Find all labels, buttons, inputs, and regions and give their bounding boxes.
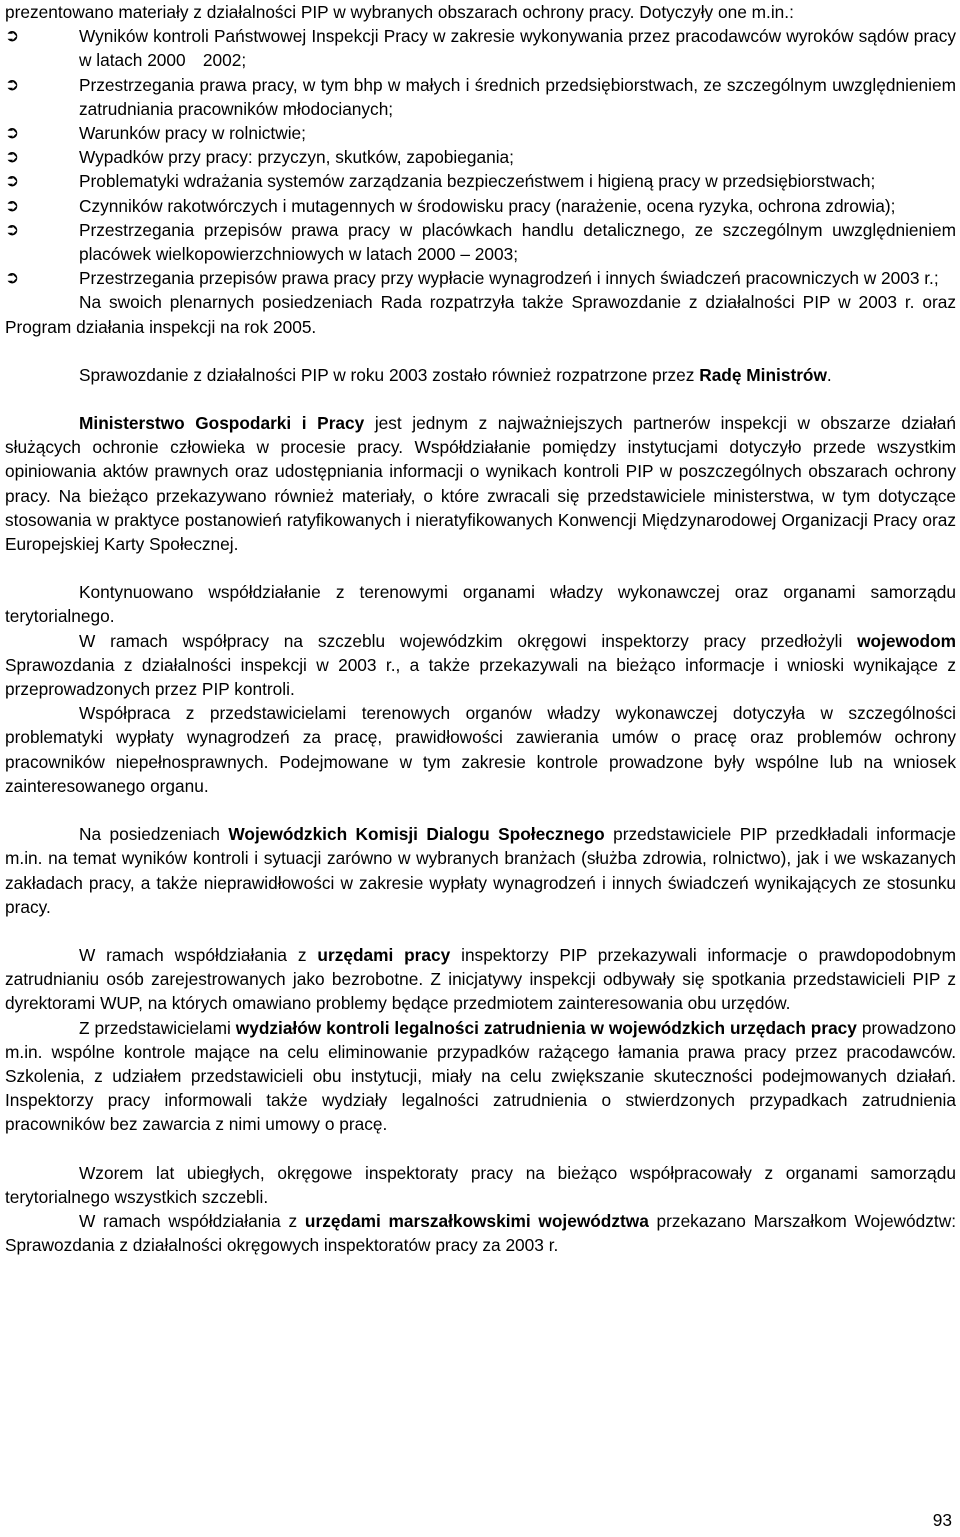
ministry-text: jest jednym z najważniejszych partnerów inspekcji w obszarze działań służących ochronie człowieka w procesie pracy. Współdziałanie pomiędzy instytucjami dotyczyło przede wszystkim opiniowania aktów prawnych oraz udostępniania informacji o wynikach kontroli PIP w poszczególnych obszarach ochrony pracy. Na bieżąco przekazywano również materiały, o które zwracali się przedstawiciele ministerstwa, w tym dotyczące stosowania w praktyce postanowień ratyfikowanych i nieratyfikowanych Konwencji Międzynarodowej Organizacji Pracy oraz Europejskiej Karty Społecznej. bbox=[5, 413, 956, 555]
plenary-paragraph: Na swoich plenarnych posiedzeniach Rada rozpatrzyła także Sprawozdanie z działalności PIP w 2003 r. oraz Program działania inspekcji na rok 2005. bbox=[5, 292, 956, 337]
arrow-bullet-icon: ➲ bbox=[5, 268, 20, 288]
spacer bbox=[5, 387, 956, 411]
arrow-bullet-icon: ➲ bbox=[5, 123, 20, 143]
legality-after: prowadzono m.in. wspólne kontrole mające na celu eliminowanie przypadków rażącego łamania prawa pracy przez pracodawców. Szkolenia, z udziałem przedstawicieli obu instytucji, miały na celu zwiększanie skuteczności podejmowanych działań. Inspektorzy pracy informowali także wydziały legalności zatrudnienia o stwierdzonych przypadkach zatrudnienia pracowników bez zawarcia z nimi umowy o pracę. bbox=[5, 1017, 956, 1135]
marshal-bold: urzędami marszałkowskimi województwa bbox=[304, 1210, 649, 1231]
list-item-text: Przestrzegania prawa pracy, w tym bhp w małych i średnich przedsiębiorstwach, ze szczególnym uwzględnieniem zatrudniania pracowników młodocianych; bbox=[79, 74, 956, 119]
arrow-bullet-icon: ➲ bbox=[5, 74, 20, 94]
ministry-bold: Ministerstwo Gospodarki i Pracy bbox=[79, 413, 365, 434]
voivodes-before: W ramach współpracy na szczeblu wojewódzkim okręgowi inspektorzy pracy przedłożyli bbox=[79, 630, 858, 651]
labour-offices-before: W ramach współdziałania z bbox=[79, 944, 318, 965]
list-item-text: Czynników rakotwórczych i mutagennych w środowisku pracy (narażenie, ocena ryzyka, ochrona zdrowia); bbox=[79, 195, 896, 216]
list-item-text: Przestrzegania przepisów prawa pracy przy wypłacie wynagrodzeń i innych świadczeń pracowniczych w 2003 r.; bbox=[79, 268, 939, 289]
commission-paragraph bbox=[5, 822, 956, 919]
list-item-text: Wyników kontroli Państwowej Inspekcji Pracy w zakresie wykonywania przez pracodawców wyroków sądów pracy w latach 2000 2002; bbox=[79, 26, 956, 71]
spacer bbox=[5, 919, 956, 943]
legality-before: Z przedstawicielami bbox=[79, 1017, 236, 1038]
arrow-bullet-icon: ➲ bbox=[5, 171, 20, 191]
council-bold: Radę Ministrów bbox=[699, 364, 827, 385]
spacer bbox=[5, 339, 956, 363]
commission-bold: Wojewódzkich Komisji Dialogu Społecznego bbox=[228, 824, 605, 845]
labour-offices-paragraph bbox=[5, 943, 956, 1016]
list-item bbox=[5, 121, 956, 145]
commission-before: Na posiedzeniach bbox=[79, 824, 229, 845]
ministry-paragraph bbox=[5, 411, 956, 556]
voivodes-bold: wojewodom bbox=[857, 630, 956, 651]
marshal-after: przekazano Marszałkom Województw: Sprawozdania z działalności okręgowych inspektoratów pracy za 2003 r. bbox=[5, 1210, 956, 1256]
arrow-bullet-icon: ➲ bbox=[5, 195, 20, 215]
list-item bbox=[5, 73, 956, 121]
list-item bbox=[5, 169, 956, 193]
page-number: 93 bbox=[932, 1510, 952, 1530]
list-item-text: Wypadków przy pracy: przyczyn, skutków, zapobiegania; bbox=[79, 147, 514, 168]
list-item bbox=[5, 266, 956, 290]
council-end: . bbox=[826, 364, 832, 385]
local-gov-paragraph: Kontynuowano współdziałanie z terenowymi organami władzy wykonawczej oraz organami samorządu terytorialnego. bbox=[5, 582, 956, 627]
document-body bbox=[5, 0, 956, 1257]
spacer bbox=[5, 1137, 956, 1161]
cooperation-paragraph: Współpraca z przedstawicielami terenowych organów władzy wykonawczej dotyczyła w szczególności problematyki wypłaty wynagrodzeń za pracę, prawidłowości zawierania umów o pracę oraz problemów ochrony pracowników niepełnosprawnych. Podejmowane w tym zakresie kontrole prowadzone były wspólne lub na wniosek zainteresowanego organu. bbox=[5, 703, 956, 796]
marshal-before: W ramach współdziałania z bbox=[79, 1210, 305, 1231]
intro-paragraph: prezentowano materiały z działalności PIP w wybranych obszarach ochrony pracy. Dotyczyły one m.in.: bbox=[5, 2, 794, 22]
commission-after: przedstawiciele PIP przedkładali informacje m.in. na temat wyników kontroli i sytuacji zarówno w wybranych branżach (służba zdrowia, rolnictwo), jak i we wskazanych zakładach pracy, a także nieprawidłowości w zakresie wypłaty wynagrodzeń i innych świadczeń wynikających ze stosunku pracy. bbox=[5, 824, 956, 917]
list-item bbox=[5, 218, 956, 266]
council-paragraph bbox=[5, 363, 956, 387]
council-text: Sprawozdanie z działalności PIP w roku 2003 zostało również rozpatrzone przez bbox=[79, 364, 700, 385]
labour-offices-after: inspektorzy PIP przekazywali informacje o prawdopodobnym zatrudnianiu osób zarejestrowanych jako bezrobotne. Z inicjatywy inspekcji odbywały się spotkania przedstawicieli PIP z dyrektorami WUP, na których omawiano problemy będące przedmiotem zainteresowania obu urzędów. bbox=[5, 944, 956, 1014]
spacer bbox=[5, 556, 956, 580]
voivodes-after: Sprawozdania z działalności inspekcji w 2003 r., a także przekazywali na bieżąco informacje i wnioski wynikające z przeprowadzonych przez PIP kontroli. bbox=[5, 654, 956, 700]
list-item bbox=[5, 24, 956, 72]
legality-paragraph bbox=[5, 1016, 956, 1137]
arrow-bullet-icon: ➲ bbox=[5, 219, 20, 239]
marshal-paragraph bbox=[5, 1209, 956, 1257]
bullet-list bbox=[5, 24, 956, 290]
arrow-bullet-icon: ➲ bbox=[5, 26, 20, 46]
arrow-bullet-icon: ➲ bbox=[5, 147, 20, 167]
legality-bold: wydziałów kontroli legalności zatrudnienia w wojewódzkich urzędach pracy bbox=[235, 1017, 857, 1038]
spacer bbox=[5, 798, 956, 822]
list-item bbox=[5, 145, 956, 169]
list-item-text: Warunków pracy w rolnictwie; bbox=[79, 123, 306, 144]
list-item bbox=[5, 194, 956, 218]
model-paragraph: Wzorem lat ubiegłych, okręgowe inspektoraty pracy na bieżąco współpracowały z organami samorządu terytorialnego wszystkich szczebli. bbox=[5, 1162, 956, 1207]
list-item-text: Przestrzegania przepisów prawa pracy w placówkach handlu detalicznego, ze szczególnym uwzględnieniem placówek wielkopowierzchniowych w latach 2000 – 2003; bbox=[79, 219, 956, 265]
list-item-text: Problematyki wdrażania systemów zarządzania bezpieczeństwem i higieną pracy w przedsiębiorstwach; bbox=[79, 171, 876, 192]
labour-offices-bold: urzędami pracy bbox=[317, 944, 451, 965]
voivodes-paragraph bbox=[5, 629, 956, 702]
